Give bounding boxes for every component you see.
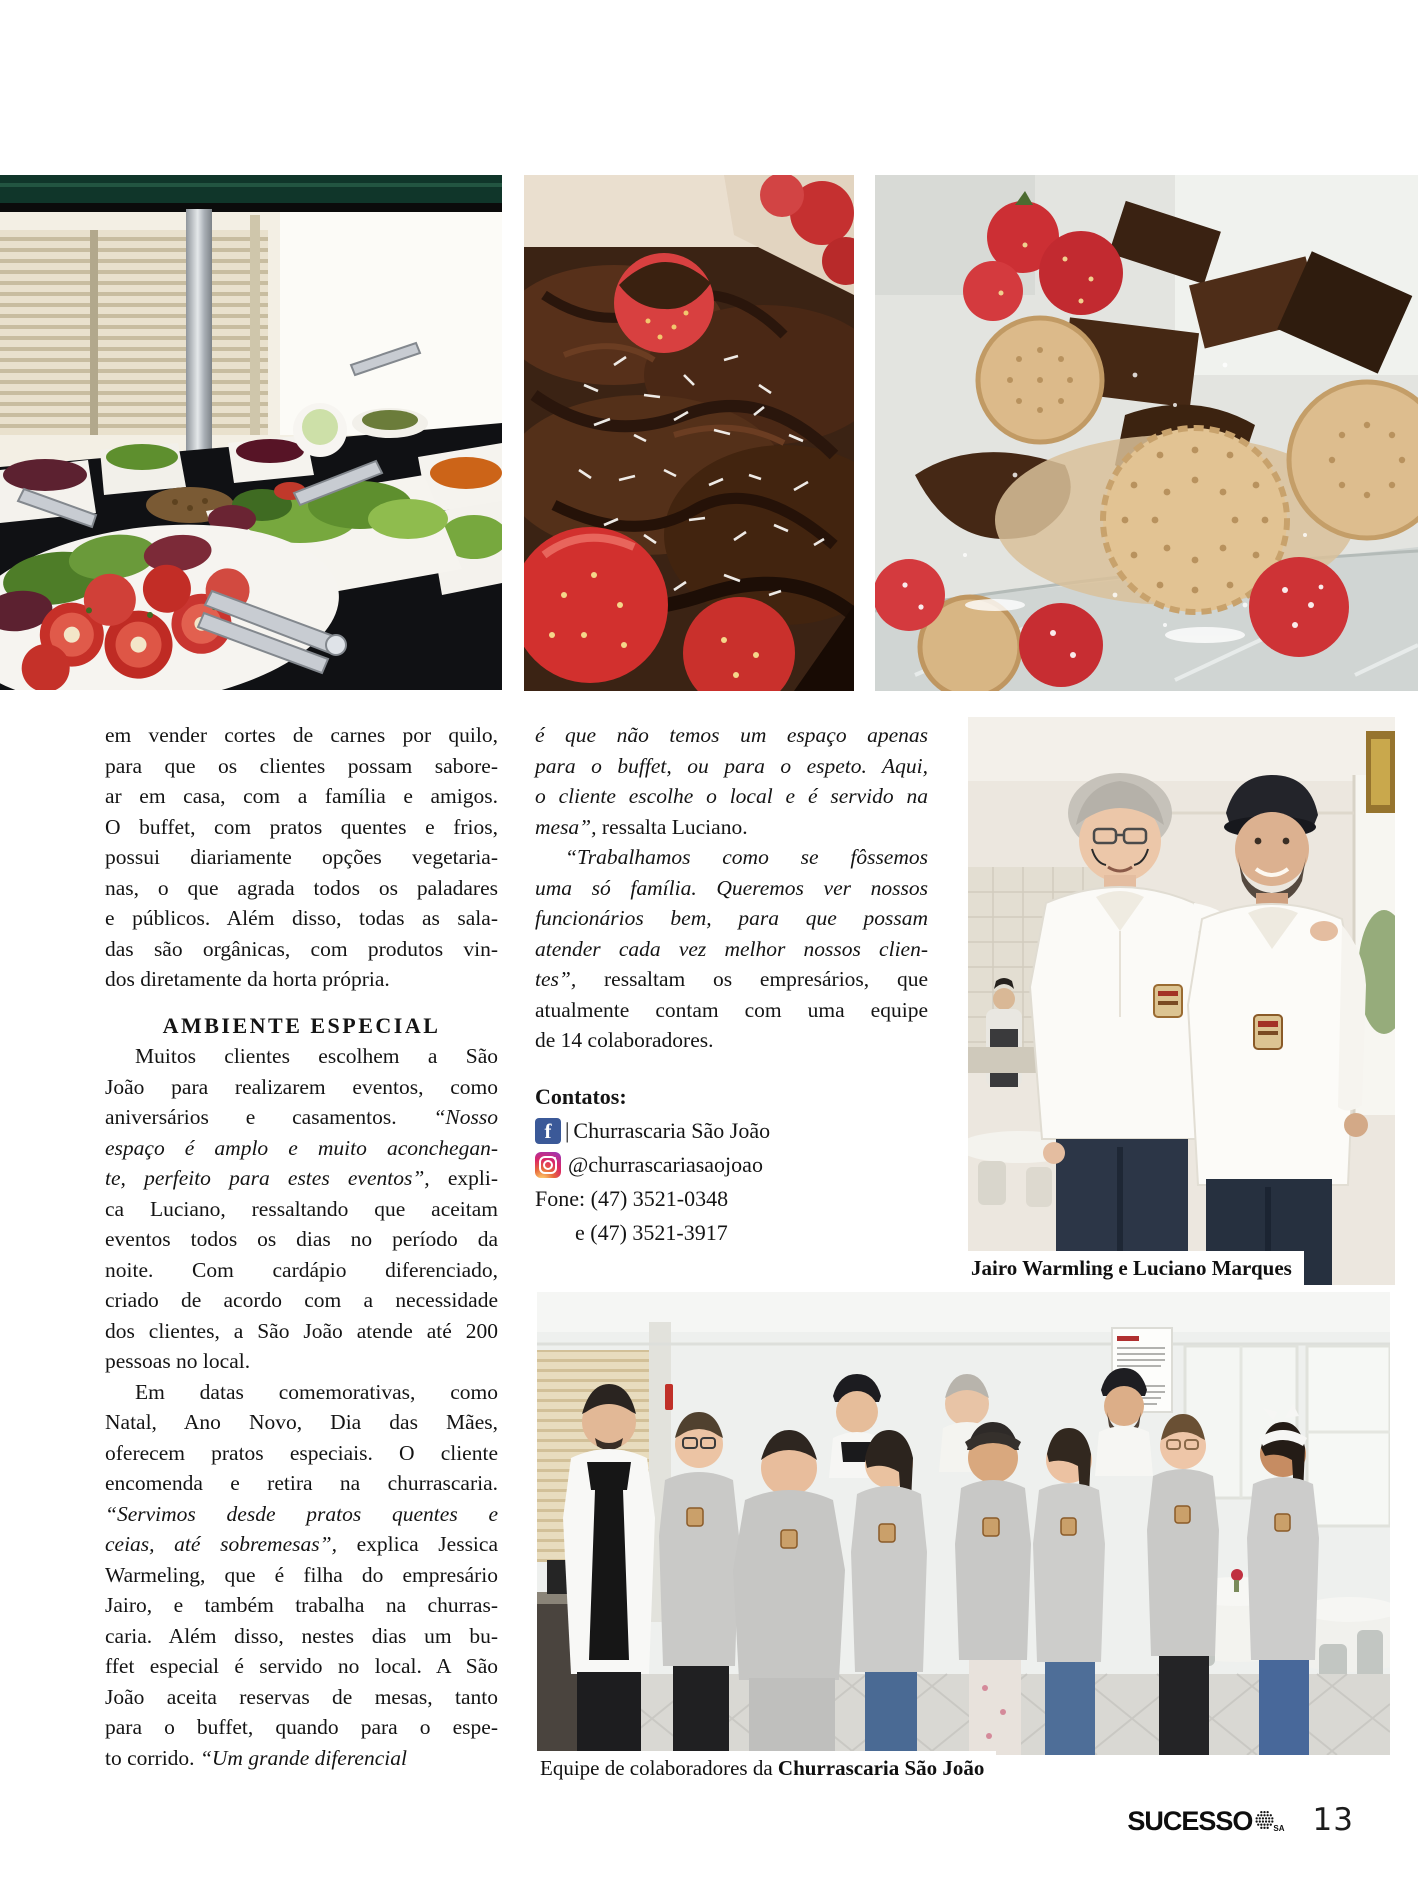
article-line: “Servimos desde pratos quentes e (105, 1501, 498, 1526)
glass-shelf (0, 175, 502, 205)
jeans (1259, 1660, 1309, 1755)
article-line: mesa”, ressalta Luciano. (535, 814, 748, 839)
article-line: Muitos clientes escolhem a São (135, 1044, 498, 1068)
gray-sweatshirt (733, 1490, 845, 1680)
article-line: Natal, Ano Novo, Dia das Mães, (105, 1410, 498, 1434)
article-line: funcionários bem, para que possam (535, 906, 928, 930)
page-footer (1127, 1802, 1354, 1838)
article-line: nas, o que agrada todos os paladares (105, 875, 498, 900)
jeans (865, 1672, 917, 1755)
article-line: para que os clientes possam sabore- (105, 753, 498, 778)
article-line: atender cada vez melhor nossos clien- (535, 936, 928, 961)
cookie-dessert-illustration (875, 175, 1418, 691)
article-line: “Trabalhamos como se fôssemos (565, 845, 928, 869)
facebook-icon: f (535, 1118, 561, 1144)
article-line: Em datas comemorativas, como (135, 1379, 498, 1404)
article-line: e públicos. Além disso, todas as sala- (105, 906, 498, 930)
article-line: João aceita reservas de mesas, tanto (105, 1684, 498, 1709)
magazine-logo: SUCESSO (1127, 1806, 1253, 1836)
article-line: to corrido. “Um grande diferencial (105, 1745, 407, 1770)
contacts-title: Contatos: (535, 1083, 627, 1109)
article-line: ca Luciano, ressaltando que aceitam (105, 1196, 498, 1221)
article-line: O buffet, com pratos quentes e frios, (105, 814, 498, 839)
phone-line-2: e (47) 3521-3917 (575, 1219, 728, 1245)
article-line: tes”, ressaltam os empresários, que (535, 967, 928, 991)
magazine-logo-sa: SA (1273, 1824, 1285, 1833)
article-line: para o buffet, quando para o espe- (105, 1715, 498, 1739)
gray-sweatshirt (1147, 1469, 1219, 1656)
article-line: te, perfeito para estes eventos”, expli- (105, 1166, 498, 1190)
article-line: espaço é amplo e muito aconchegan- (105, 1135, 498, 1160)
salad-buffet-illustration (0, 175, 502, 690)
shirt-logo (1254, 1015, 1282, 1049)
gray-sweatshirt (1033, 1483, 1105, 1662)
instagram-handle: @churrascariasaojoao (568, 1151, 763, 1177)
article-line: atualmente contam com uma equipe (535, 997, 928, 1022)
article-column-2 (535, 720, 928, 1250)
facebook-line[interactable] (535, 1114, 928, 1148)
article-line: ceias, até sobremesas”, explica Jessica (105, 1532, 498, 1556)
article-line: ar em casa, com a família e amigos. (105, 784, 498, 808)
article-line: encomenda e retira na churrascaria. (105, 1471, 498, 1495)
window (1307, 1346, 1390, 1526)
article-line: em vender cortes de carnes por quilo, (105, 723, 498, 747)
article-line: criado de acordo com a necessidade (105, 1288, 498, 1312)
gray-sweatshirt (659, 1472, 739, 1666)
gray-sweatshirt (851, 1486, 927, 1672)
photo-owners (968, 717, 1395, 1285)
jeans (1045, 1662, 1095, 1755)
article-line: para o buffet, ou para o espeto. Aqui, (535, 753, 928, 778)
article-line: ffet especial é servido no local. A São (105, 1654, 498, 1678)
photo-team (537, 1292, 1390, 1755)
article-line: é que não temos um espaço apenas (535, 723, 928, 747)
photo-salad-buffet (0, 175, 502, 690)
hand-on-shoulder (1310, 921, 1338, 941)
strawberry-dipped (614, 253, 714, 353)
article-line: oferecem pratos especiais. O cliente (105, 1440, 498, 1465)
instagram-line[interactable] (535, 1148, 928, 1182)
article-line: de 14 colaboradores. (535, 1028, 714, 1052)
article-line: possui diariamente opções vegetaria- (105, 845, 498, 869)
window-blinds (0, 230, 268, 435)
team-illustration (537, 1292, 1390, 1755)
article-line: aniversários e casamentos. “Nosso (105, 1105, 498, 1129)
page-number: 13 (1312, 1802, 1354, 1838)
article-line: pessoas no local. (105, 1349, 251, 1373)
shirt-logo (1154, 985, 1182, 1017)
photo-chocolate-cake (524, 175, 854, 691)
article-line: o cliente escolhe o local e é servido na (535, 784, 928, 808)
article-column-2-lines (535, 720, 928, 1056)
phone-line-1: Fone: (47) 3521-0348 (535, 1185, 729, 1211)
instagram-icon (535, 1152, 561, 1178)
facebook-separator: | (565, 1117, 570, 1143)
article-line: AMBIENTE ESPECIAL (162, 1012, 441, 1038)
article-line: eventos todos os dias no período da (105, 1227, 498, 1251)
article-line: Jairo, e também trabalha na churras- (105, 1593, 498, 1617)
article-line: João para realizarem eventos, como (105, 1074, 498, 1099)
article-column-1 (105, 720, 498, 1773)
article-line: dos diretamente da horta própria. (105, 967, 390, 991)
owners-illustration (968, 717, 1395, 1285)
photo-cookie-dessert (875, 175, 1418, 691)
article-line: caria. Além disso, nestes dias um bu- (105, 1623, 498, 1648)
gray-sweatshirt (1247, 1477, 1319, 1660)
team-caption: Equipe de colaboradores da Churrascaria São João (537, 1751, 996, 1785)
fire-extinguisher (665, 1384, 673, 1410)
chocolate-cake-illustration (524, 175, 854, 691)
gray-sweatshirt (955, 1480, 1031, 1660)
article-line: dos clientes, a São João atende até 200 (105, 1318, 498, 1343)
owners-caption: Jairo Warmling e Luciano Marques (968, 1251, 1304, 1285)
article-line: Warmeling, que é filha do empresário (105, 1562, 498, 1587)
article-line: das são orgânicas, com produtos vin- (105, 936, 498, 961)
article-line: uma só família. Queremos ver nossos (535, 875, 928, 900)
article-line: noite. Com cardápio diferenciado, (105, 1257, 498, 1282)
facebook-handle: Churrascaria São João (573, 1117, 771, 1143)
contacts-block (535, 1080, 928, 1250)
